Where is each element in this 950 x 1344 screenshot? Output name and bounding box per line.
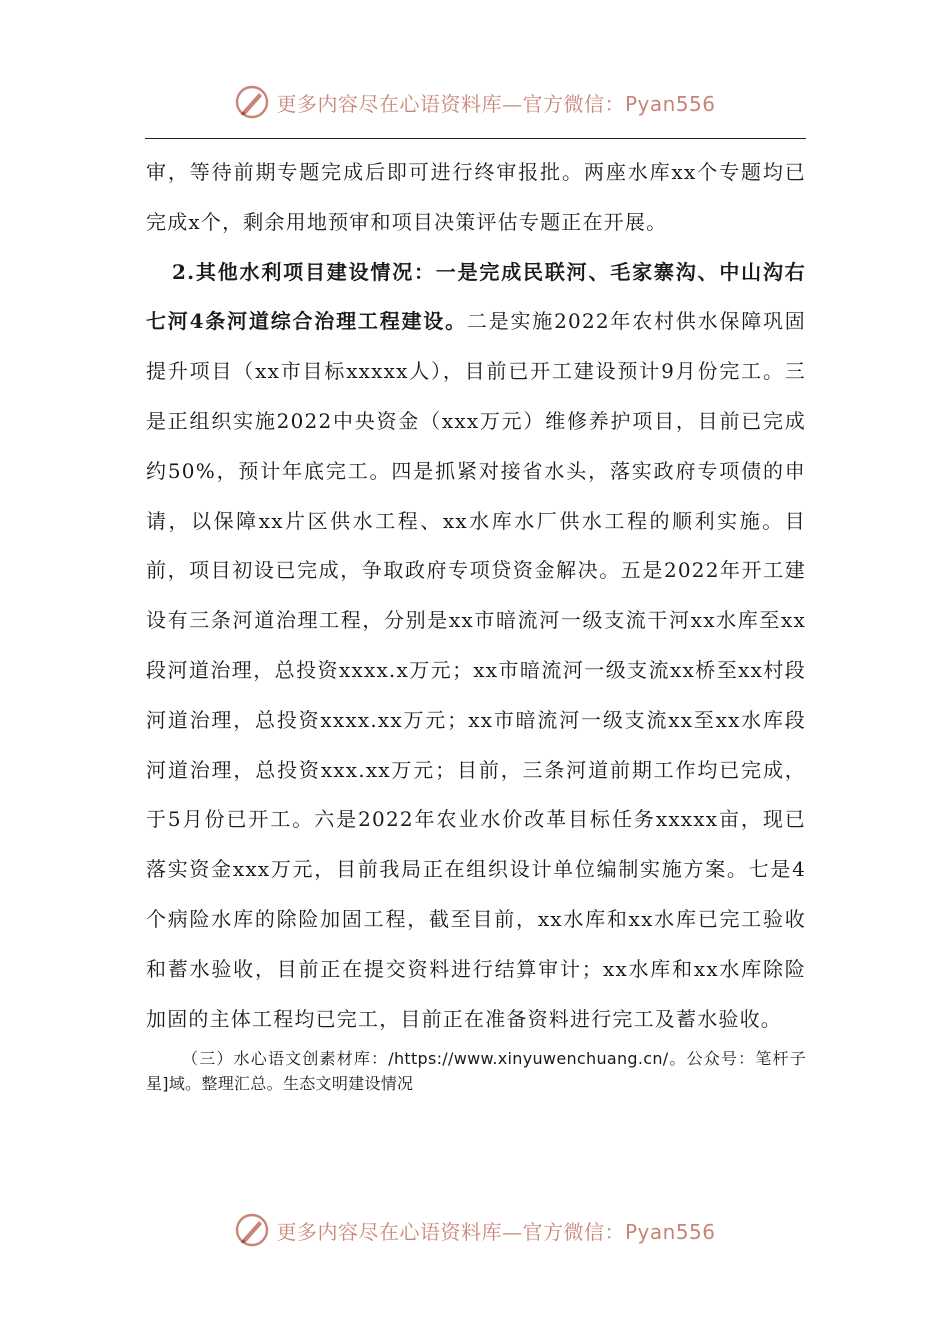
header-wechat-id: Pyan556 [624, 91, 716, 116]
paragraph-2-text: 二是实施2022年农村供水保障巩固提升项目（xx市目标xxxxx人），目前已开工建设预计9月份完工。三是正组织实施2022中央资金（xxx万元）维修养护项目，目前已完成约50%，预计年底完工。四是抓紧对接省水头，落实政府专项债的申请，以保障xx片区供水工程、xx水库水厂供水工程的顺利实施。目前，项目初设已完成，争取政府专项贷资金解决。五是2022年开工建设有三条河道治理工程，分别是xx市暗流河一级支流干河xx水库至xx段河道治理，总投资xxxx.x万元；xx市暗流河一级支流xx桥至xx村段河道治理，总投资xxxx.xx万元；xx市暗流河一级支流xx至xx水库段河道治理，总投资xxx.xx万元；目前，三条河道前期工作均已完成，于5月份已开工。六是2022年农业水价改革目标任务xxxxx亩，现已落实资金xxx万元，目前我局正在组织设计单位编制实施方案。七是4个病险水库的除险加固工程，截至目前，xx水库和xx水库已完工验收和蓄水验收，目前正在提交资料进行结算审计；xx水库和xx水库除险加固的主体工程均已完工，目前正在准备资料进行完工及蓄水验收。 [146, 309, 806, 1031]
header-banner-text: 更多内容尽在心语资料库—官方微信： [276, 91, 625, 116]
document-body [146, 148, 806, 1096]
paragraph-1: 审，等待前期专题完成后即可进行终审报批。两座水库xx个专题均已完成x个，剩余用地预审和项目决策评估专题正在开展。 [146, 160, 806, 234]
paragraph-3: （三）水心语文创素材库：/https://www.xinyuwenchuang.cn/。公众号：笔杆子星]域。整理汇总。生态文明建设情况 [146, 1049, 806, 1094]
pen-logo-icon [234, 84, 270, 120]
paragraph-2 [146, 248, 806, 1045]
header-banner [0, 82, 950, 122]
header-rule [145, 138, 806, 139]
paragraph-2-heading: 2.其他水利项目建设情况：一是完成民联河、毛家寨沟、中山沟右七河4条河道综合治理工程建设。 [146, 259, 806, 334]
footer-wechat-id: Pyan556 [624, 1219, 716, 1244]
footer-banner [0, 1210, 950, 1250]
footer-banner-text: 更多内容尽在心语资料库—官方微信： [276, 1219, 625, 1244]
pen-logo-icon [234, 1212, 270, 1248]
